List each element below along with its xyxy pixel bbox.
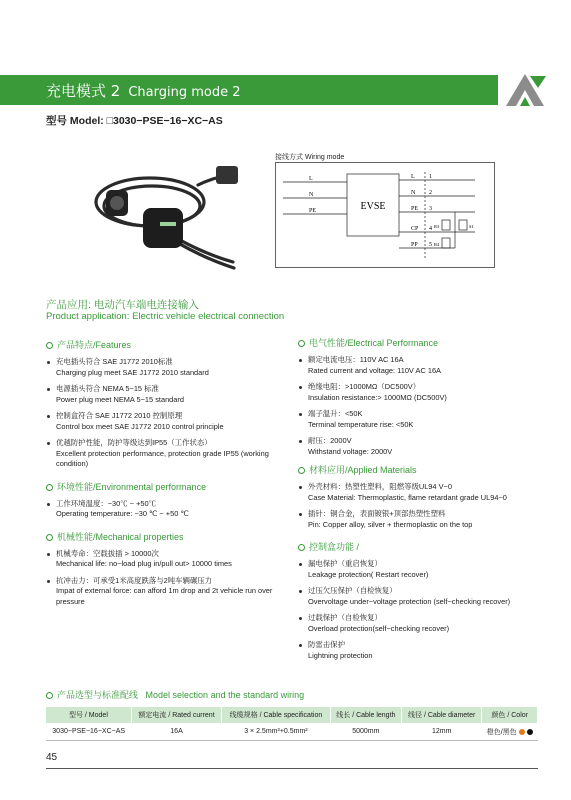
black-dot-icon (527, 729, 533, 735)
circle-bullet-icon (46, 484, 53, 491)
wiring-pin-number: 1 (429, 174, 432, 180)
wiring-right-pin: N (411, 190, 416, 196)
wiring-right-pin: PP (411, 242, 418, 248)
wiring-right-pin: PE (411, 206, 419, 212)
list-item: 优越防护性能，防护等级达到IP55（工作状态） Excellent protection performance, protection grade IP55 (working condition) (46, 438, 286, 470)
model-selection-table (46, 707, 538, 741)
product-image (88, 150, 248, 280)
list-item: 工作环境温度：−30℃ ~ +50℃ Operating temperature: −30 ℃ ~ +50 ℃ (46, 499, 286, 520)
wiring-pin-number: 5 (429, 242, 432, 248)
circle-bullet-icon (298, 467, 305, 474)
table-cell: 16A (131, 723, 221, 741)
wiring-left-pin: PE (309, 208, 317, 214)
wiring-resistor-label: R3 (434, 224, 440, 229)
list-item: 端子温升：<50K Terminal temperature rise: <50K (298, 409, 548, 430)
table-header-cell: 线长 / Cable length (330, 707, 401, 723)
circle-bullet-icon (46, 534, 53, 541)
list-item: 外壳材料：热塑性塑料，阻燃等级UL94 V−0 Case Material: Thermoplastic, flame retardant grade UL94−0 (298, 482, 548, 503)
circle-bullet-icon (46, 692, 53, 699)
circle-bullet-icon (46, 342, 53, 349)
circle-bullet-icon (298, 340, 305, 347)
wiring-right-pin: L (411, 174, 415, 180)
wiring-evse-label: EVSE (360, 201, 386, 212)
wiring-left-pin: L (309, 176, 313, 182)
page-number: 45 (46, 752, 58, 763)
wiring-pin-number: 2 (429, 190, 432, 196)
table-cell: 3030−PSE−16−XC−AS (46, 723, 131, 741)
table-header-cell: 颜色 / Color (482, 707, 538, 723)
wiring-pin-number: 3 (429, 206, 432, 212)
table-cell: 5000mm (330, 723, 401, 741)
application-title-cn: 产品应用: 电动汽车端电连接输入 (46, 299, 199, 311)
section-mechanical: 机械性能/Mechanical properties (46, 530, 286, 543)
circle-bullet-icon (298, 544, 305, 551)
page-title-cn: 充电模式 2 (46, 82, 121, 100)
list-item: 控制盒符合 SAE J1772 2010 控制原理 Control box meet SAE J1772 2010 control principle (46, 411, 286, 432)
table-header-cell: 额定电流 / Rated current (131, 707, 221, 723)
left-column (46, 338, 286, 613)
wiring-left-pin: N (309, 192, 314, 198)
page-title-en: Charging mode 2 (128, 85, 241, 100)
list-item: 过压欠压保护（自检恢复） Overvoltage under−voltage protection (self−checking recover) (298, 586, 548, 607)
section-features: 产品特点/Features (46, 338, 286, 351)
table-cell: 橙色/黑色 (482, 723, 538, 741)
orange-dot-icon (519, 729, 525, 735)
list-item: 防雷击保护 Lightning protection (298, 640, 548, 661)
table-header-cell: 线径 / Cable diameter (402, 707, 482, 723)
list-item: 抗冲击力：可承受1米高度跌落与2吨车辆碾压力 Impat of external force: can afford 1m drop and 2t vehicle run over pressure (46, 576, 286, 608)
wiring-pin-number: 4 (429, 226, 432, 232)
section-electrical: 电气性能/Electrical Performance (298, 336, 548, 349)
list-item: 额定电流电压：110V AC 16A Rated current and voltage: 110V AC 16A (298, 355, 548, 376)
table-cell: 3 × 2.5mm²+0.5mm² (222, 723, 331, 741)
company-logo-icon (502, 70, 548, 110)
list-item: 机械寿命：空载拔插 > 10000次 Mechanical life: no−load plug in/pull out> 10000 times (46, 549, 286, 570)
list-item: 绝缘电阻：>1000MΩ（DC500V） Insulation resistance:> 1000MΩ (DC500V) (298, 382, 548, 403)
section-environmental: 环境性能/Environmental performance (46, 480, 286, 493)
table-header-row (46, 707, 538, 723)
model-number: 型号 Model: □3030−PSE−16−XC−AS (46, 115, 223, 127)
list-item: 过载保护（自检恢复） Overload protection(self−checking recover) (298, 613, 548, 634)
section-materials: 材料应用/Applied Materials (298, 463, 548, 476)
section-control-box: 控制盒功能 / (298, 540, 548, 553)
list-item: 电源插头符合 NEMA 5−15 标准 Power plug meet NEMA 5−15 standard (46, 384, 286, 405)
page-title (46, 80, 240, 101)
list-item: 充电插头符合 SAE J1772 2010标准 Charging plug meet SAE J1772 2010 standard (46, 357, 286, 378)
wiring-resistor-label: S1 (469, 224, 474, 229)
table-title: 产品选型与标准配线 Model selection and the standard wiring (46, 688, 304, 701)
wiring-right-pin: CP (411, 226, 419, 232)
application-title-en: Product application: Electric vehicle electrical connection (46, 311, 285, 322)
list-item: 插针：铜合金，表面镀银+顶部热塑性塑料 Pin: Copper alloy, silver + thermoplastic on the top (298, 509, 548, 530)
wiring-mode-label: 接线方式 Wiring mode (275, 154, 345, 161)
wiring-resistor-label: R4 (434, 242, 440, 247)
table-header-cell: 型号 / Model (46, 707, 131, 723)
table-cell: 12mm (402, 723, 482, 741)
list-item: 漏电保护（重启恢复） Leakage protection( Restart recover) (298, 559, 548, 580)
footer-divider (46, 768, 538, 769)
table-row (46, 723, 538, 741)
wiring-diagram (275, 162, 495, 268)
list-item: 耐压：2000V Withstand voltage: 2000V (298, 436, 548, 457)
right-column (298, 336, 548, 667)
table-header-cell: 线缆规格 / Cable specification (222, 707, 331, 723)
